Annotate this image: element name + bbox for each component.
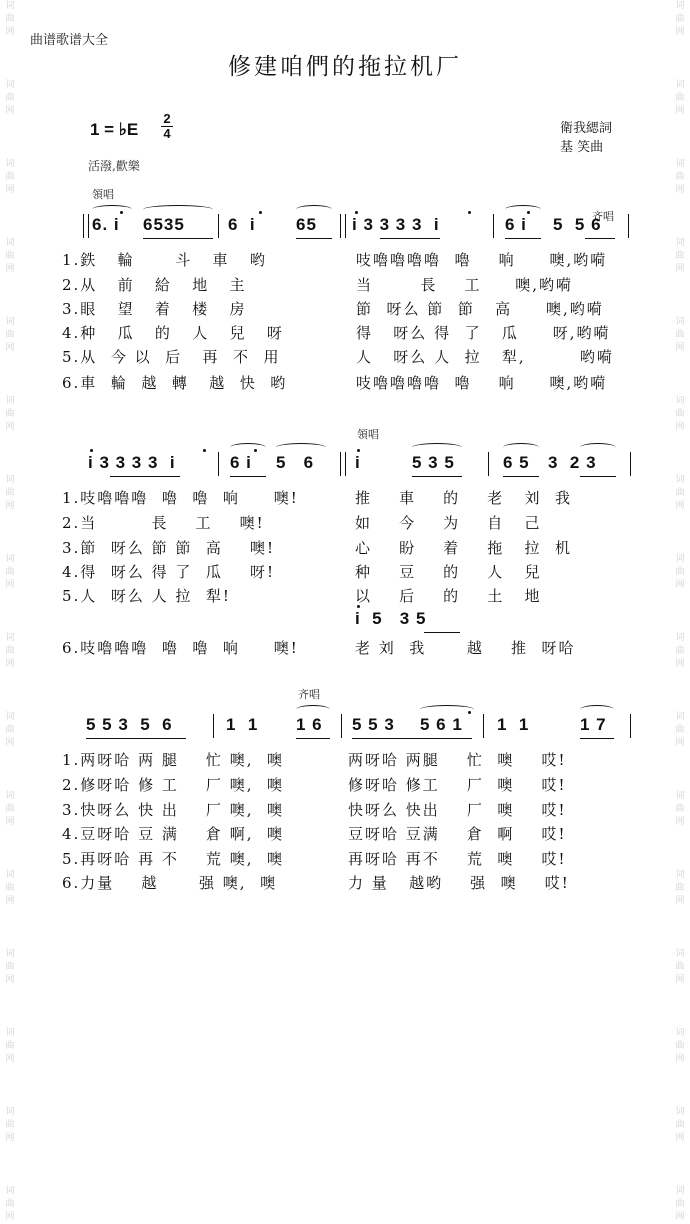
octave-dot <box>355 211 358 214</box>
measure-2-notes: 6 i <box>228 215 256 234</box>
beam <box>352 738 472 739</box>
slur <box>230 443 266 452</box>
lyric-verse-1: 1.鉄 輪 斗 車 哟 <box>62 251 267 269</box>
slur <box>420 705 474 714</box>
barline <box>493 214 494 238</box>
lyric-verse-1: 1.两呀哈 两 腿 忙 噢, 噢 <box>62 751 284 769</box>
measure-10b-notes: 1 6 <box>296 715 323 734</box>
beam <box>580 738 614 739</box>
lyric-verse-4-right: 豆呀哈 豆满 倉 啊 哎! <box>348 825 567 843</box>
barline <box>628 214 629 238</box>
tempo-marking: 活潑,歡樂 <box>88 159 140 173</box>
slur <box>296 205 332 214</box>
beam <box>110 476 180 477</box>
barline <box>218 452 219 476</box>
measure-11b-notes: 5 6 1 <box>420 715 463 734</box>
lyric-verse-4-right: 种 豆 的 人 兒 <box>355 563 542 581</box>
measure-9-notes: 5 5 3 5 6 <box>86 715 173 734</box>
beam <box>143 238 213 239</box>
measure-7-notes: i <box>355 453 361 472</box>
octave-dot <box>90 449 93 452</box>
octave-dot <box>357 449 360 452</box>
octave-dot <box>468 211 471 214</box>
lyric-verse-3: 3.眼 望 着 楼 房 <box>62 300 247 318</box>
beam <box>585 238 615 239</box>
slur <box>580 705 614 714</box>
composer-credit: 基 笑曲 <box>560 140 604 155</box>
octave-dot <box>527 211 530 214</box>
time-signature-bottom: 4 <box>163 126 171 141</box>
lyric-verse-3-right: 快呀么 快出 厂 噢 哎! <box>348 801 567 819</box>
beam <box>505 238 541 239</box>
measure-8-notes: 6 5 <box>503 453 530 472</box>
beam <box>86 738 186 739</box>
beam <box>412 476 462 477</box>
lyric-verse-5-right: 再呀哈 再不 荒 噢 哎! <box>348 850 567 868</box>
slur <box>580 443 616 452</box>
lyric-verse-3: 3.節 呀么 節 節 高 噢! <box>62 539 276 557</box>
lyric-verse-6: 6.吱嚕嚕嚕 嚕 嚕 响 噢! <box>62 639 299 657</box>
beam <box>296 238 332 239</box>
measure-3-notes: i 3 3 3 3 i <box>352 215 440 234</box>
beam <box>580 476 616 477</box>
lyric-verse-3: 3.快呀么 快 出 厂 噢, 噢 <box>62 801 284 819</box>
slur <box>92 205 132 214</box>
lyric-verse-2: 2.当 長 工 噢! <box>62 514 265 532</box>
time-signature <box>160 112 174 141</box>
lyric-verse-5: 5.人 呀么 人 拉 犁! <box>62 587 231 605</box>
measure-4b-notes: 5 5 6 <box>553 215 602 234</box>
beam <box>230 476 266 477</box>
slur <box>503 443 539 452</box>
measure-5-notes: i 3 3 3 3 i <box>88 453 176 472</box>
barline <box>341 714 342 738</box>
repeat-barline <box>340 452 346 476</box>
slur <box>276 443 326 452</box>
beam <box>296 738 330 739</box>
cue-lead: 領唱 <box>357 428 379 441</box>
cue-chorus: 齐唱 <box>592 210 614 223</box>
key-signature: 1 = ♭E <box>90 120 139 139</box>
lyric-verse-5: 5.从 今 以 后 再 不 用 <box>62 348 281 366</box>
measure-4-notes: 6 i <box>505 215 527 234</box>
watermark-right: 词曲网 词曲网 词曲网 词曲网 词曲网 词曲网 词曲网 词曲网 词曲网 词曲网 词曲网 词曲网 词曲网 词曲网 词曲网 词曲网 <box>675 1 685 1222</box>
barline <box>488 452 489 476</box>
variant-notes: i 5 3 5 <box>355 609 427 628</box>
lyric-verse-2-right: 如 今 为 自 己 <box>355 514 542 532</box>
lyric-verse-1-right: 两呀哈 两腿 忙 噢 哎! <box>348 751 567 769</box>
song-title: 修建咱們的拖拉机厂 <box>228 54 462 80</box>
lyric-verse-2-right: 当 長 工 噢,哟嗬 <box>356 276 574 294</box>
beam <box>503 476 539 477</box>
lyricist-credit: 衛我緦詞 <box>560 121 613 136</box>
site-label[interactable]: 曲谱歌谱大全 <box>30 33 109 48</box>
measure-1b-notes: 6535 <box>143 215 185 234</box>
measure-8b-notes: 3 2 3 <box>548 453 597 472</box>
beam <box>424 632 460 633</box>
time-signature-top: 2 <box>163 111 171 126</box>
octave-dot <box>120 211 123 214</box>
lyric-verse-4: 4.得 呀么 得 了 瓜 呀! <box>62 563 276 581</box>
slur <box>412 443 462 452</box>
measure-6-notes: 6 i <box>230 453 252 472</box>
measure-11-notes: 5 5 3 <box>352 715 395 734</box>
octave-dot <box>357 605 360 608</box>
barline <box>213 714 214 738</box>
lyric-verse-4: 4.种 瓜 的 人 兒 呀 <box>62 324 284 342</box>
lyric-verse-2: 2.修呀哈 修 工 厂 噢, 噢 <box>62 776 284 794</box>
start-barline <box>83 214 89 238</box>
lyric-verse-6: 6.力量 越 强 噢, 噢 <box>62 874 278 892</box>
lyric-verse-6: 6.車 輪 越 轉 越 快 哟 <box>62 374 288 392</box>
measure-12b-notes: 1 7 <box>580 715 607 734</box>
lyric-verse-1-right: 吱嚕嚕嚕嚕 嚕 响 噢,哟嗬 <box>356 251 608 269</box>
lyric-verse-6-right: 老 刘 我 越 推 呀哈 <box>355 639 576 657</box>
octave-dot <box>259 211 262 214</box>
lyric-verse-2-right: 修呀哈 修工 厂 噢 哎! <box>348 776 567 794</box>
octave-dot <box>468 711 471 714</box>
beam <box>380 238 440 239</box>
repeat-barline <box>340 214 346 238</box>
barline <box>630 714 631 738</box>
lyric-verse-6-right: 吱嚕嚕嚕嚕 嚕 响 噢,哟嗬 <box>356 374 608 392</box>
lyric-verse-1: 1.吱嚕嚕嚕 嚕 嚕 响 噢! <box>62 489 299 507</box>
measure-6b-notes: 5 6 <box>276 453 315 472</box>
lyric-verse-3-right: 心 盼 着 拖 拉 机 <box>355 539 573 557</box>
lyric-verse-5-right: 人 呀么 人 拉 犁, 哟嗬 <box>356 348 614 366</box>
slur <box>296 705 330 714</box>
measure-10-notes: 1 1 <box>226 715 259 734</box>
lyric-verse-4-right: 得 呀么 得 了 瓜 呀,哟嗬 <box>356 324 611 342</box>
slur <box>143 205 213 214</box>
cue-chorus: 齐唱 <box>298 688 320 701</box>
cue-lead: 領唱 <box>92 188 114 201</box>
watermark-left: 词曲网 词曲网 词曲网 词曲网 词曲网 词曲网 词曲网 词曲网 词曲网 词曲网 词曲网 词曲网 词曲网 词曲网 词曲网 词曲网 <box>5 1 15 1222</box>
measure-2b-notes: 65 <box>296 215 317 234</box>
barline <box>483 714 484 738</box>
octave-dot <box>203 449 206 452</box>
lyric-verse-4: 4.豆呀哈 豆 满 倉 啊, 噢 <box>62 825 284 843</box>
lyric-verse-5-right: 以 后 的 土 地 <box>355 587 542 605</box>
lyric-verse-5: 5.再呀哈 再 不 荒 噢, 噢 <box>62 850 284 868</box>
barline <box>218 214 219 238</box>
measure-7b-notes: 5 3 5 <box>412 453 455 472</box>
lyric-verse-2: 2.从 前 給 地 主 <box>62 276 247 294</box>
lyric-verse-1-right: 推 車 的 老 刘 我 <box>355 489 573 507</box>
slur <box>505 205 541 214</box>
barline <box>630 452 631 476</box>
octave-dot <box>254 449 257 452</box>
measure-1-notes: 6. i <box>92 215 120 234</box>
lyric-verse-6-right: 力 量 越哟 强 噢 哎! <box>348 874 570 892</box>
lyric-verse-3-right: 節 呀么 節 節 高 噢,哟嗬 <box>356 300 604 318</box>
measure-12-notes: 1 1 <box>497 715 530 734</box>
